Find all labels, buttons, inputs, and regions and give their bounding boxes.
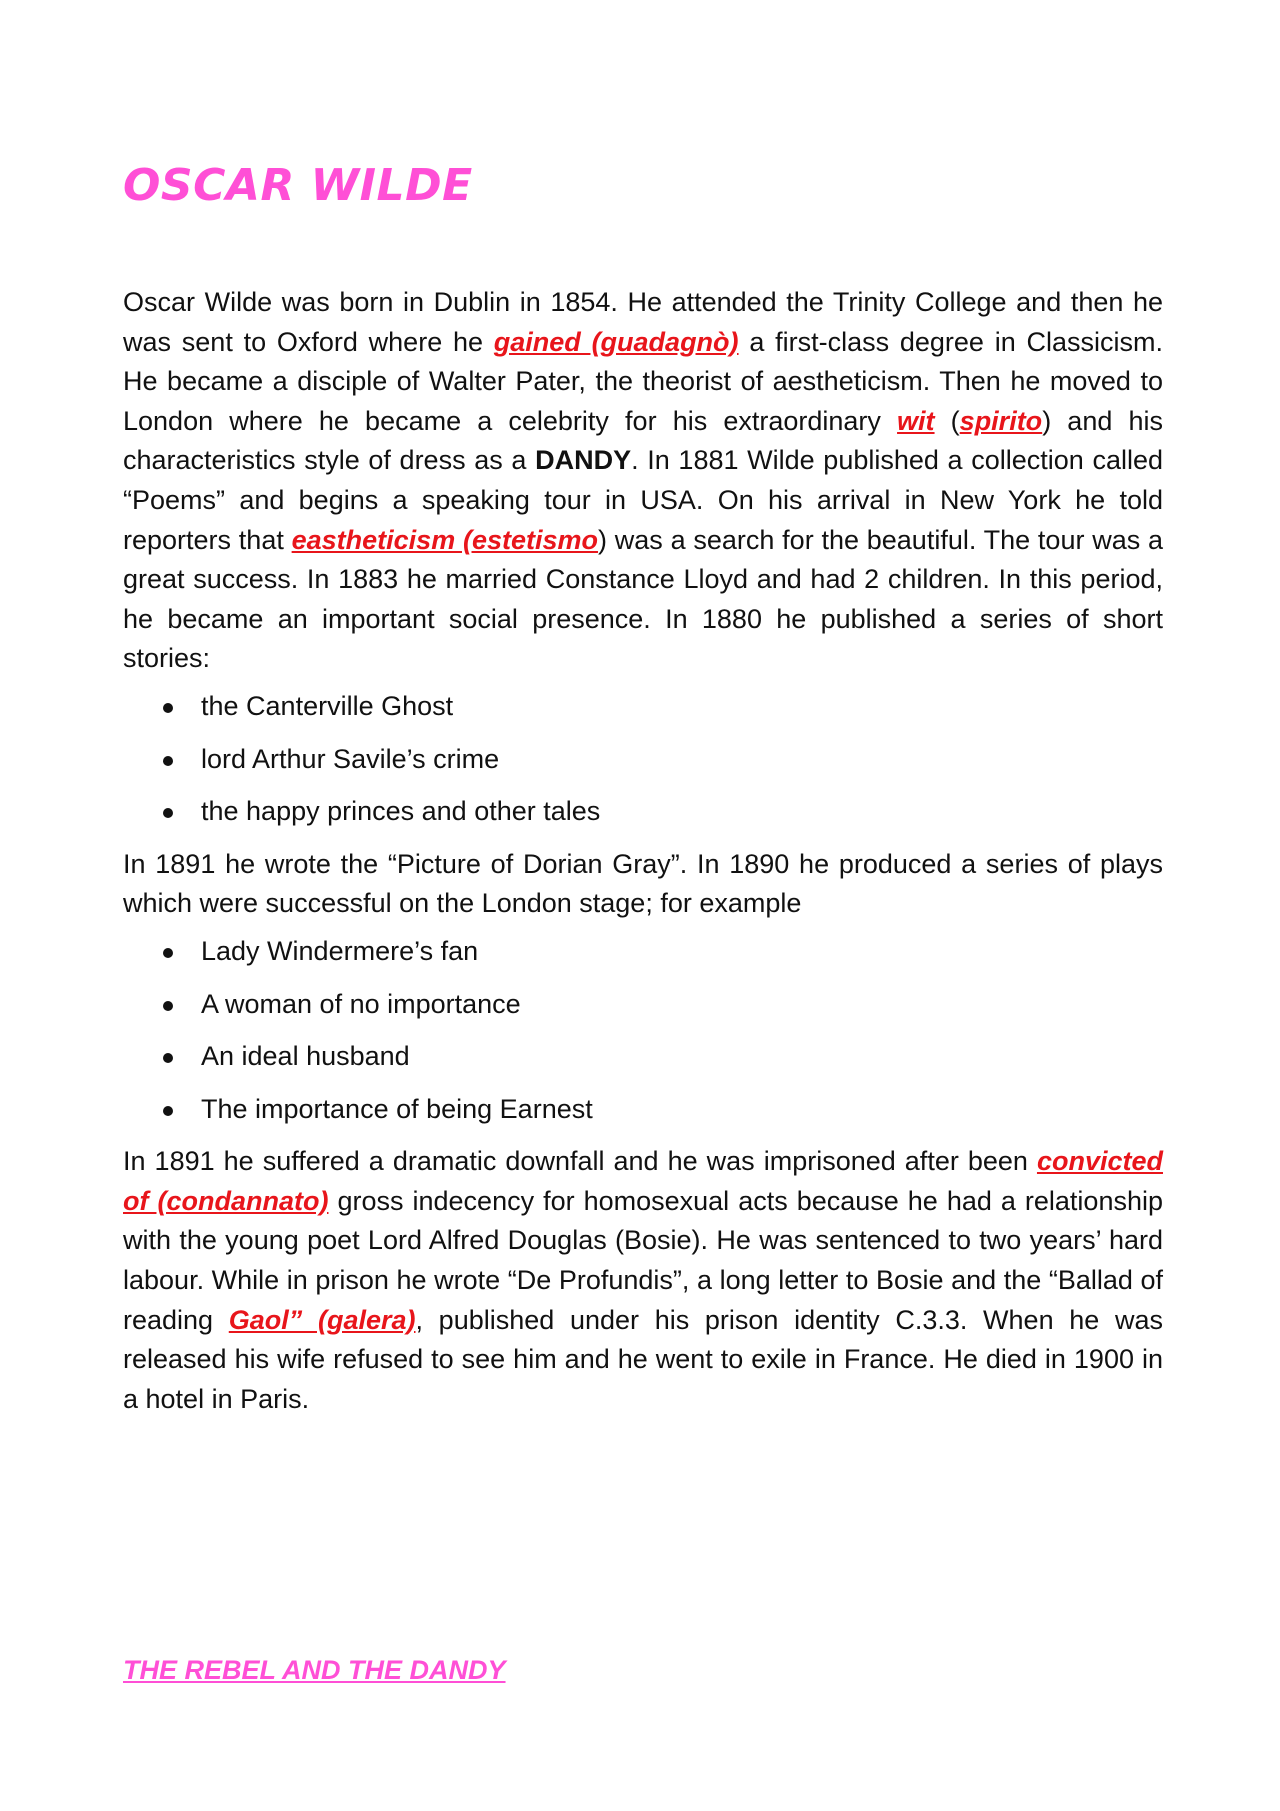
text-run: ) and his characteristics style of dress as a [123, 405, 1163, 476]
document-title: OSCAR WILDE [123, 160, 473, 211]
list-item: The importance of being Earnest [123, 1090, 1163, 1130]
text-run: , published under his prison identity C.3.3. When he was released his wife refused to see him and he went to exile in France. He died in 1900 in a hotel in Paris. [123, 1304, 1164, 1414]
list-item: the happy princes and other tales [123, 792, 1163, 832]
gloss-gained: gained (guadagnò) [493, 326, 739, 357]
text-run: a first-class degree in Classicism. He became a disciple of Walter Pater, the theorist of aestheticism. Then he moved to London where he became a celebrity for his extraordinary [123, 326, 1163, 436]
short-stories-list [123, 687, 1163, 832]
biography-paragraph-2: In 1891 he wrote the “Picture of Dorian Gray”. In 1890 he produced a series of plays which were successful on the London stage; for example [123, 848, 1163, 919]
text-run: ( [934, 405, 960, 436]
gloss-aestheticism: eastheticism (estetismo [291, 524, 599, 555]
text-run: ) was a search for the beautiful. The tour was a great success. In 1883 he married Constance Lloyd and had 2 children. In this period, he became an important social presence. In 1880 he published a series of short stories: [123, 524, 1164, 674]
text-run: . In 1881 Wilde published a collection called “Poems” and begins a speaking tour in USA. On his arrival in New York he told reporters that [123, 445, 1163, 555]
list-item: the Canterville Ghost [123, 687, 1163, 727]
plays-list [123, 932, 1163, 1129]
text-run: In 1891 he suffered a dramatic downfall and he was imprisoned after been [123, 1146, 1037, 1177]
biography-paragraph-1 [123, 283, 1163, 679]
document-body [123, 283, 1163, 1419]
text-run: Oscar Wilde was born in Dublin in 1854. He attended the Trinity College and then he was sent to Oxford where he [123, 287, 1163, 357]
section-heading-rebel-dandy: THE REBEL AND THE DANDY [123, 1655, 506, 1685]
list-item: lord Arthur Savile’s crime [123, 740, 1163, 780]
list-item: Lady Windermere’s fan [123, 932, 1163, 972]
gloss-convicted: convicted of (condannato) [123, 1146, 1163, 1216]
gloss-spirito: spirito [959, 405, 1043, 436]
list-item: A woman of no importance [123, 985, 1163, 1025]
gloss-wit: wit [897, 405, 935, 436]
text-run: gross indecency for homosexual acts because he had a relationship with the young poet Lord Alfred Douglas (Bosie). He was sentenced to two years’ hard labour. While in prison he wrote “De Profundis”, a long letter to Bosie and the “Ballad of reading [123, 1185, 1163, 1335]
gloss-gaol: Gaol” (galera) [228, 1304, 416, 1335]
biography-paragraph-3 [123, 1142, 1163, 1419]
list-item: An ideal husband [123, 1037, 1163, 1077]
dandy-term: DANDY [535, 445, 632, 476]
